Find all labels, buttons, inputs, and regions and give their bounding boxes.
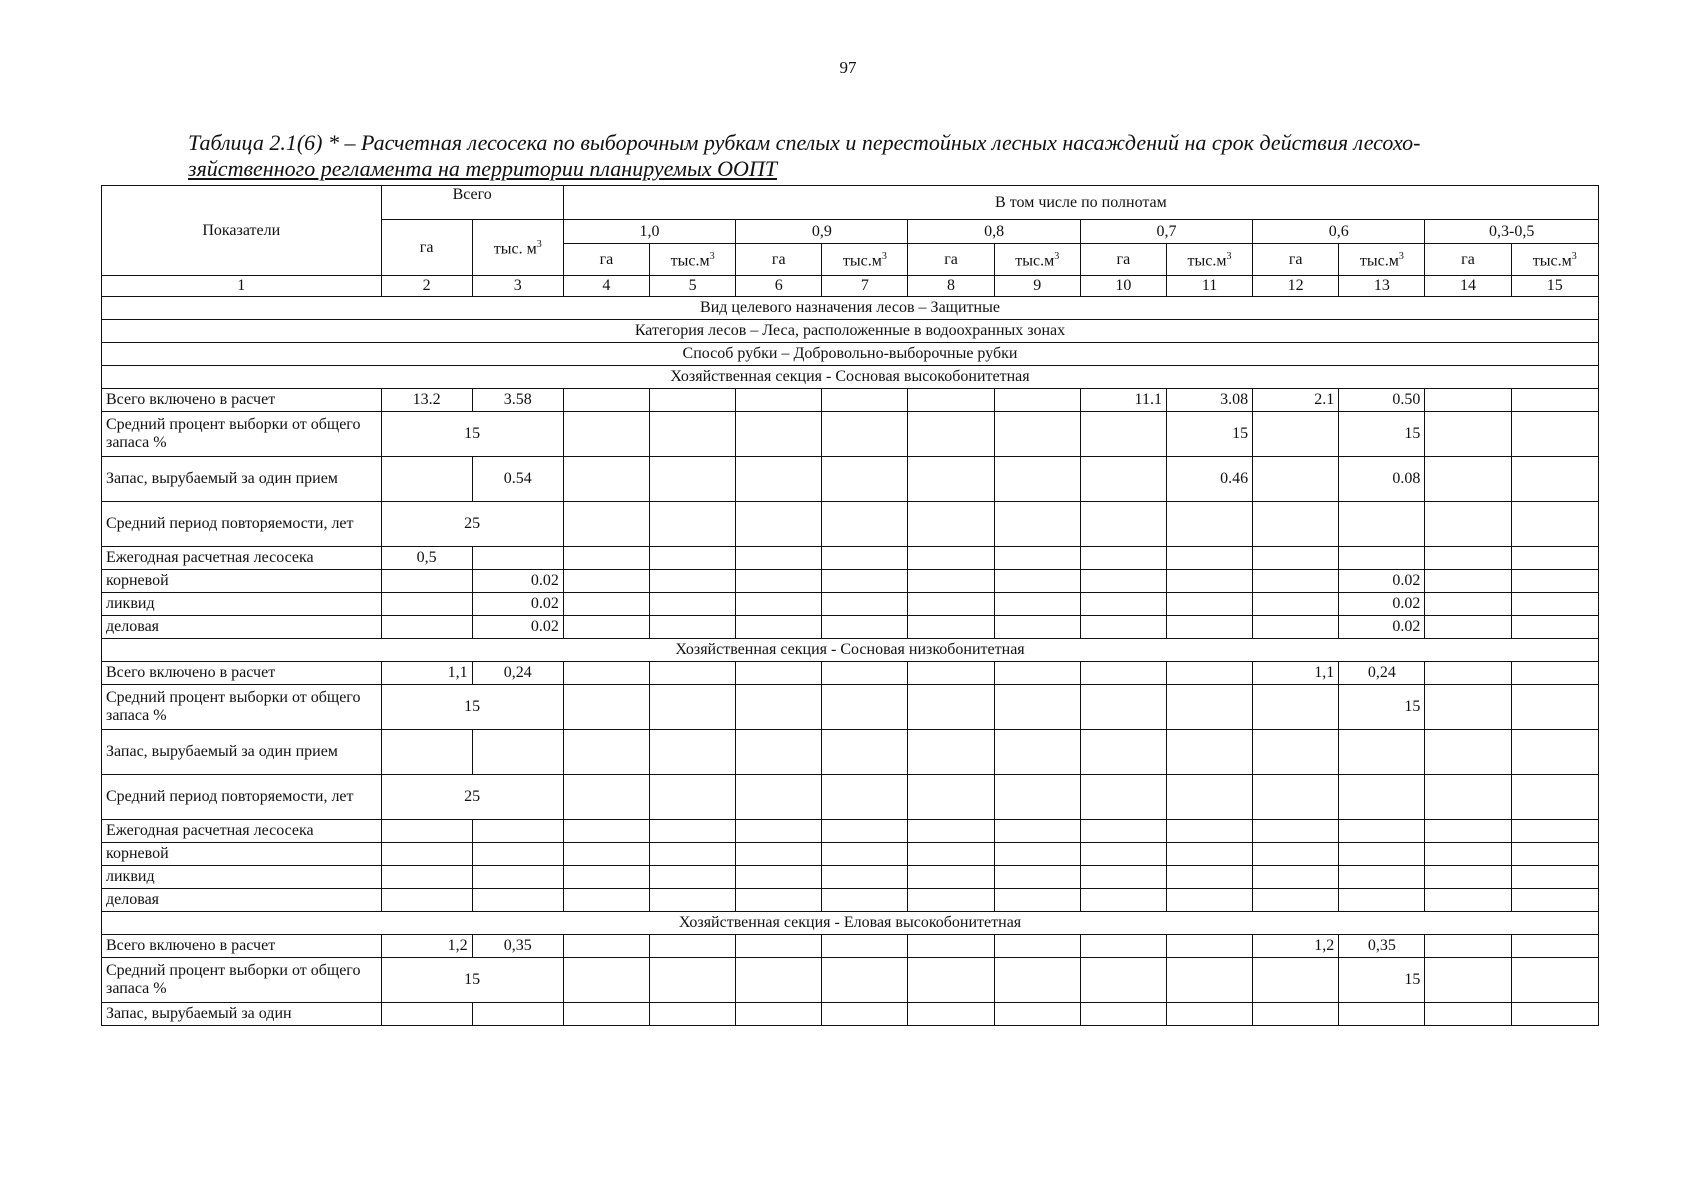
- col-num: 9: [994, 276, 1080, 297]
- row-label: ликвид: [102, 593, 382, 616]
- header-m3: $тыс.м^3$: [1511, 244, 1598, 276]
- row-label: Средний период повторяемости, лет: [102, 502, 382, 547]
- cell-total-m3: 0.02: [472, 570, 563, 593]
- table-row: [102, 547, 1599, 570]
- cell-07-m3: 0.46: [1166, 457, 1252, 502]
- cell-total: 15: [381, 412, 563, 457]
- row-label: корневой: [102, 843, 382, 866]
- header-density-4: 0,7: [1080, 220, 1252, 244]
- row-label: Запас, вырубаемый за один прием: [102, 730, 382, 775]
- col-num: 11: [1166, 276, 1252, 297]
- cell-total-m3: 0,24: [472, 662, 563, 685]
- row-label: Ежегодная расчетная лесосека: [102, 547, 382, 570]
- table-row: [102, 685, 1599, 730]
- col-num: 3: [472, 276, 563, 297]
- header-total-ha: га: [381, 220, 472, 276]
- header-m3: $тыс.м^3$: [650, 244, 736, 276]
- cell-06-ha: 1,1: [1253, 662, 1339, 685]
- section-title: Хозяйственная секция - Сосновая высокобонитетная: [102, 366, 1599, 389]
- cell-06-m3: 0.02: [1339, 570, 1425, 593]
- table-row: [102, 820, 1599, 843]
- col-num: 13: [1339, 276, 1425, 297]
- col-num: 14: [1425, 276, 1511, 297]
- table-row: [102, 935, 1599, 958]
- header-density-6: 0,3-0,5: [1425, 220, 1599, 244]
- header-row-1: [102, 186, 1599, 220]
- header-ha: га: [908, 244, 994, 276]
- table-row: [102, 662, 1599, 685]
- cell-total-m3: 0.54: [472, 457, 563, 502]
- col-num: 12: [1253, 276, 1339, 297]
- group-row-purpose: [102, 297, 1599, 320]
- row-label: Запас, вырубаемый за один: [102, 1003, 382, 1026]
- cell-total: 25: [381, 775, 563, 820]
- row-label: Средний период повторяемости, лет: [102, 775, 382, 820]
- header-density-1: 1,0: [563, 220, 735, 244]
- row-label: Запас, вырубаемый за один прием: [102, 457, 382, 502]
- cell-06-m3: 0.02: [1339, 616, 1425, 639]
- cell-06-ha: 2.1: [1253, 389, 1339, 412]
- col-num: 6: [736, 276, 822, 297]
- method-title: Способ рубки – Добровольно-выборочные рубки: [102, 343, 1599, 366]
- cell-07-m3: 15: [1166, 412, 1252, 457]
- col-num: 5: [650, 276, 736, 297]
- header-ha: га: [736, 244, 822, 276]
- cell-total: 25: [381, 502, 563, 547]
- cell-07-ha: 11.1: [1080, 389, 1166, 412]
- table-row: [102, 843, 1599, 866]
- header-density-5: 0,6: [1253, 220, 1425, 244]
- cell-06-ha: 1,2: [1253, 935, 1339, 958]
- header-m3: $тыс.м^3$: [994, 244, 1080, 276]
- cell-06-m3: 0.50: [1339, 389, 1425, 412]
- table-row: [102, 389, 1599, 412]
- col-num: 7: [822, 276, 908, 297]
- forest-cut-table: [101, 185, 1599, 1026]
- table-caption: [188, 130, 1608, 182]
- row-label: деловая: [102, 889, 382, 912]
- caption-line-2: зяйственного регламента на территории планируемых ООПТ: [188, 156, 778, 181]
- cell-total-ha: 0,5: [381, 547, 472, 570]
- table-row: [102, 866, 1599, 889]
- row-label: Всего включено в расчет: [102, 389, 382, 412]
- col-num: 1: [102, 276, 382, 297]
- col-num: 10: [1080, 276, 1166, 297]
- cell-06-m3: 15: [1339, 412, 1425, 457]
- cell-06-m3: 15: [1339, 685, 1425, 730]
- header-m3: $тыс.м^3$: [822, 244, 908, 276]
- cell-06-m3: 0,24: [1339, 662, 1425, 685]
- group-row-method: [102, 343, 1599, 366]
- cell-06-m3: 15: [1339, 958, 1425, 1003]
- header-ha: га: [1425, 244, 1511, 276]
- table-row: [102, 1003, 1599, 1026]
- table-row: [102, 616, 1599, 639]
- header-ha: га: [1080, 244, 1166, 276]
- header-total-m3: тыс. $м^3$: [472, 220, 563, 276]
- header-m3: $тыс.м^3$: [1166, 244, 1252, 276]
- column-number-row: [102, 276, 1599, 297]
- table-row: [102, 958, 1599, 1003]
- header-m3: $тыс.м^3$: [1339, 244, 1425, 276]
- group-row-category: [102, 320, 1599, 343]
- row-label: Всего включено в расчет: [102, 935, 382, 958]
- row-label: Средний процент выборки от общего запаса %: [102, 958, 382, 1003]
- section-row: [102, 912, 1599, 935]
- cell-total-m3: 0.02: [472, 616, 563, 639]
- row-label: Средний процент выборки от общего запаса %: [102, 412, 382, 457]
- row-label: Средний процент выборки от общего запаса %: [102, 685, 382, 730]
- cell-07-m3: 3.08: [1166, 389, 1252, 412]
- row-label: корневой: [102, 570, 382, 593]
- table-row: [102, 775, 1599, 820]
- header-density-3: 0,8: [908, 220, 1080, 244]
- section-row: [102, 639, 1599, 662]
- cell-total-ha: 1,2: [381, 935, 472, 958]
- row-label: Ежегодная расчетная лесосека: [102, 820, 382, 843]
- caption-line-1: Таблица 2.1(6) * – Расчетная лесосека по выборочным рубкам спелых и перестойных лесных насаждений на срок действия лесохо-: [188, 130, 1421, 155]
- cell-total-m3: 0.02: [472, 593, 563, 616]
- table-row: [102, 570, 1599, 593]
- cell-total-ha: 13.2: [381, 389, 472, 412]
- table-row: [102, 412, 1599, 457]
- table-row: [102, 730, 1599, 775]
- header-total: Всего: [381, 186, 563, 220]
- row-label: деловая: [102, 616, 382, 639]
- section-title: Хозяйственная секция - Еловая высокобонитетная: [102, 912, 1599, 935]
- header-density-2: 0,9: [736, 220, 908, 244]
- cell-06-m3: 0,35: [1339, 935, 1425, 958]
- row-label: ликвид: [102, 866, 382, 889]
- cell-total-ha: 1,1: [381, 662, 472, 685]
- table-row: [102, 889, 1599, 912]
- cell-total-m3: 0,35: [472, 935, 563, 958]
- cell-06-m3: 0.02: [1339, 593, 1425, 616]
- cell-total-m3: 3.58: [472, 389, 563, 412]
- col-num: 15: [1511, 276, 1598, 297]
- header-ha: га: [563, 244, 649, 276]
- category-title: Категория лесов – Леса, расположенные в водоохранных зонах: [102, 320, 1599, 343]
- header-indicators: Показатели: [102, 186, 382, 276]
- cell-total: 15: [381, 958, 563, 1003]
- table-row: [102, 457, 1599, 502]
- row-label: Всего включено в расчет: [102, 662, 382, 685]
- header-ha: га: [1253, 244, 1339, 276]
- cell-total: 15: [381, 685, 563, 730]
- cell-06-m3: 0.08: [1339, 457, 1425, 502]
- table-row: [102, 502, 1599, 547]
- col-num: 8: [908, 276, 994, 297]
- section-title: Хозяйственная секция - Сосновая низкобонитетная: [102, 639, 1599, 662]
- table-row: [102, 593, 1599, 616]
- section-row: [102, 366, 1599, 389]
- page-number: 97: [839, 58, 857, 77]
- col-num: 4: [563, 276, 649, 297]
- col-num: 2: [381, 276, 472, 297]
- purpose-title: Вид целевого назначения лесов – Защитные: [102, 297, 1599, 320]
- header-incl: В том числе по полнотам: [563, 186, 1598, 220]
